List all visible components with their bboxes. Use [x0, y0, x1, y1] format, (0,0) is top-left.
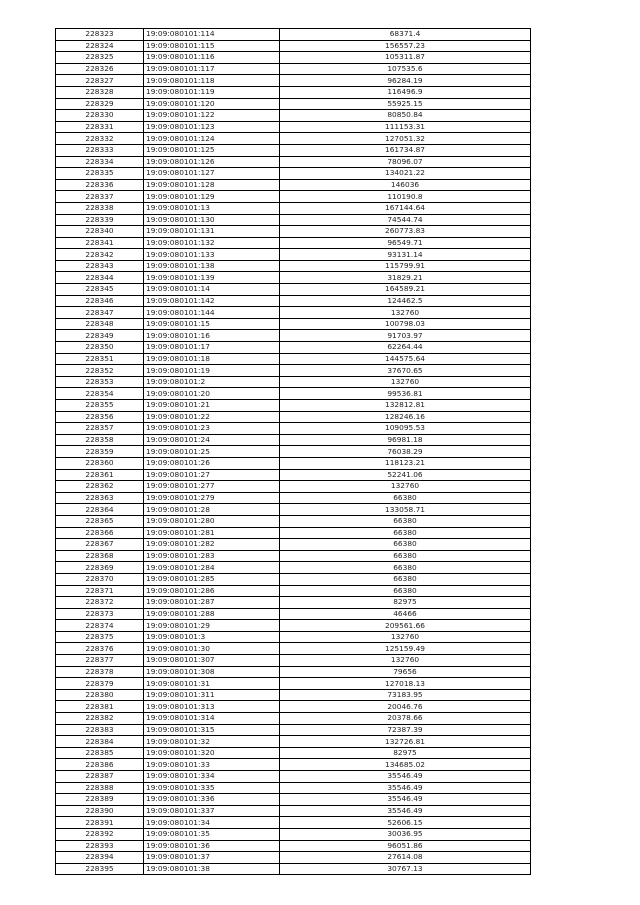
cadastral-number-cell: 19:09:080101:19 — [144, 365, 280, 377]
cadastral-number-cell: 19:09:080101:308 — [144, 666, 280, 678]
cadastral-number-cell: 19:09:080101:14 — [144, 284, 280, 296]
row-number-cell: 228330 — [56, 110, 144, 122]
cadastral-number-cell: 19:09:080101:125 — [144, 144, 280, 156]
cadastral-number-cell: 19:09:080101:35 — [144, 828, 280, 840]
cadastral-number-cell: 19:09:080101:280 — [144, 515, 280, 527]
table-row — [56, 434, 531, 446]
cadastral-value-cell: 27614.08 — [280, 852, 531, 864]
cadastral-value-cell: 31829.21 — [280, 272, 531, 284]
row-number-cell: 228376 — [56, 643, 144, 655]
cadastral-number-cell: 19:09:080101:29 — [144, 620, 280, 632]
table-row — [56, 400, 531, 412]
row-number-cell: 228391 — [56, 817, 144, 829]
row-number-cell: 228335 — [56, 168, 144, 180]
cadastral-value-cell: 66380 — [280, 527, 531, 539]
cadastral-value-cell: 66380 — [280, 562, 531, 574]
row-number-cell: 228371 — [56, 585, 144, 597]
table-row — [56, 840, 531, 852]
row-number-cell: 228364 — [56, 504, 144, 516]
table-row — [56, 144, 531, 156]
cadastral-value-cell: 20046.76 — [280, 701, 531, 713]
row-number-cell: 228340 — [56, 226, 144, 238]
row-number-cell: 228367 — [56, 539, 144, 551]
row-number-cell: 228377 — [56, 655, 144, 667]
table-row — [56, 133, 531, 145]
cadastral-value-cell: 132812.81 — [280, 400, 531, 412]
table-row — [56, 550, 531, 562]
cadastral-value-cell: 118123.21 — [280, 457, 531, 469]
row-number-cell: 228381 — [56, 701, 144, 713]
table-row — [56, 747, 531, 759]
cadastral-number-cell: 19:09:080101:116 — [144, 52, 280, 64]
table-row — [56, 759, 531, 771]
cadastral-number-cell: 19:09:080101:126 — [144, 156, 280, 168]
table-row — [56, 156, 531, 168]
row-number-cell: 228342 — [56, 249, 144, 261]
table-row — [56, 376, 531, 388]
row-number-cell: 228369 — [56, 562, 144, 574]
cadastral-number-cell: 19:09:080101:32 — [144, 736, 280, 748]
table-row — [56, 330, 531, 342]
table-row — [56, 353, 531, 365]
table-row — [56, 655, 531, 667]
cadastral-number-cell: 19:09:080101:279 — [144, 492, 280, 504]
cadastral-number-cell: 19:09:080101:130 — [144, 214, 280, 226]
table-row — [56, 121, 531, 133]
cadastral-value-cell: 55925.15 — [280, 98, 531, 110]
row-number-cell: 228324 — [56, 40, 144, 52]
cadastral-value-cell: 68371.4 — [280, 29, 531, 41]
cadastral-number-cell: 19:09:080101:283 — [144, 550, 280, 562]
table-row — [56, 168, 531, 180]
row-number-cell: 228325 — [56, 52, 144, 64]
table-row — [56, 539, 531, 551]
table-row — [56, 573, 531, 585]
row-number-cell: 228362 — [56, 481, 144, 493]
cadastral-number-cell: 19:09:080101:37 — [144, 852, 280, 864]
row-number-cell: 228395 — [56, 863, 144, 875]
cadastral-value-cell: 132760 — [280, 376, 531, 388]
cadastral-value-cell: 78096.07 — [280, 156, 531, 168]
cadastral-number-cell: 19:09:080101:115 — [144, 40, 280, 52]
cadastral-number-cell: 19:09:080101:33 — [144, 759, 280, 771]
cadastral-number-cell: 19:09:080101:2 — [144, 376, 280, 388]
cadastral-number-cell: 19:09:080101:311 — [144, 689, 280, 701]
table-row — [56, 828, 531, 840]
cadastral-value-cell: 132760 — [280, 631, 531, 643]
row-number-cell: 228334 — [56, 156, 144, 168]
cadastral-value-cell: 96284.19 — [280, 75, 531, 87]
cadastral-value-cell: 107535.6 — [280, 63, 531, 75]
cadastral-number-cell: 19:09:080101:337 — [144, 805, 280, 817]
cadastral-value-cell: 62264.44 — [280, 342, 531, 354]
cadastral-number-cell: 19:09:080101:23 — [144, 423, 280, 435]
cadastral-value-cell: 127051.32 — [280, 133, 531, 145]
table-row — [56, 29, 531, 41]
row-number-cell: 228373 — [56, 608, 144, 620]
row-number-cell: 228339 — [56, 214, 144, 226]
cadastral-number-cell: 19:09:080101:26 — [144, 457, 280, 469]
cadastral-number-cell: 19:09:080101:315 — [144, 724, 280, 736]
cadastral-value-cell: 161734.87 — [280, 144, 531, 156]
cadastral-value-cell: 133058.71 — [280, 504, 531, 516]
table-row — [56, 214, 531, 226]
row-number-cell: 228323 — [56, 29, 144, 41]
table-row — [56, 75, 531, 87]
table-row — [56, 86, 531, 98]
cadastral-value-cell: 66380 — [280, 573, 531, 585]
cadastral-value-cell: 74544.74 — [280, 214, 531, 226]
cadastral-number-cell: 19:09:080101:22 — [144, 411, 280, 423]
cadastral-number-cell: 19:09:080101:25 — [144, 446, 280, 458]
table-row — [56, 631, 531, 643]
cadastral-number-cell: 19:09:080101:120 — [144, 98, 280, 110]
cadastral-number-cell: 19:09:080101:123 — [144, 121, 280, 133]
row-number-cell: 228358 — [56, 434, 144, 446]
cadastral-number-cell: 19:09:080101:114 — [144, 29, 280, 41]
table-row — [56, 179, 531, 191]
cadastral-value-cell: 30036.95 — [280, 828, 531, 840]
cadastral-number-cell: 19:09:080101:34 — [144, 817, 280, 829]
cadastral-number-cell: 19:09:080101:15 — [144, 318, 280, 330]
row-number-cell: 228357 — [56, 423, 144, 435]
table-row — [56, 481, 531, 493]
cadastral-number-cell: 19:09:080101:287 — [144, 597, 280, 609]
cadastral-value-cell: 260773.83 — [280, 226, 531, 238]
cadastral-number-cell: 19:09:080101:31 — [144, 678, 280, 690]
table-row — [56, 226, 531, 238]
table-row — [56, 666, 531, 678]
row-number-cell: 228386 — [56, 759, 144, 771]
cadastral-number-cell: 19:09:080101:335 — [144, 782, 280, 794]
cadastral-value-cell: 125159.49 — [280, 643, 531, 655]
cadastral-value-cell: 96981.18 — [280, 434, 531, 446]
cadastral-value-cell: 132726.81 — [280, 736, 531, 748]
cadastral-number-cell: 19:09:080101:277 — [144, 481, 280, 493]
table-row — [56, 388, 531, 400]
row-number-cell: 228360 — [56, 457, 144, 469]
row-number-cell: 228337 — [56, 191, 144, 203]
cadastral-value-cell: 132760 — [280, 481, 531, 493]
table-row — [56, 110, 531, 122]
cadastral-value-cell: 91703.97 — [280, 330, 531, 342]
cadastral-number-cell: 19:09:080101:38 — [144, 863, 280, 875]
row-number-cell: 228352 — [56, 365, 144, 377]
table-row — [56, 724, 531, 736]
cadastral-number-cell: 19:09:080101:131 — [144, 226, 280, 238]
table-row — [56, 295, 531, 307]
table-row — [56, 272, 531, 284]
table-row — [56, 678, 531, 690]
cadastral-number-cell: 19:09:080101:16 — [144, 330, 280, 342]
cadastral-number-cell: 19:09:080101:286 — [144, 585, 280, 597]
table-row — [56, 260, 531, 272]
cadastral-value-cell: 35546.49 — [280, 782, 531, 794]
table-row — [56, 284, 531, 296]
cadastral-number-cell: 19:09:080101:122 — [144, 110, 280, 122]
table-row — [56, 423, 531, 435]
row-number-cell: 228392 — [56, 828, 144, 840]
cadastral-value-cell: 109095.53 — [280, 423, 531, 435]
cadastral-number-cell: 19:09:080101:36 — [144, 840, 280, 852]
cadastral-value-cell: 115799.91 — [280, 260, 531, 272]
cadastral-value-cell: 105311.87 — [280, 52, 531, 64]
cadastral-value-cell: 66380 — [280, 539, 531, 551]
row-number-cell: 228390 — [56, 805, 144, 817]
cadastral-value-cell: 35546.49 — [280, 771, 531, 783]
row-number-cell: 228344 — [56, 272, 144, 284]
row-number-cell: 228329 — [56, 98, 144, 110]
cadastral-value-cell: 132760 — [280, 307, 531, 319]
row-number-cell: 228338 — [56, 202, 144, 214]
table-row — [56, 98, 531, 110]
row-number-cell: 228359 — [56, 446, 144, 458]
row-number-cell: 228355 — [56, 400, 144, 412]
table-row — [56, 40, 531, 52]
table-row — [56, 689, 531, 701]
row-number-cell: 228354 — [56, 388, 144, 400]
cadastral-value-cell: 35546.49 — [280, 805, 531, 817]
row-number-cell: 228368 — [56, 550, 144, 562]
row-number-cell: 228393 — [56, 840, 144, 852]
row-number-cell: 228372 — [56, 597, 144, 609]
cadastral-value-cell: 99536.81 — [280, 388, 531, 400]
table-row — [56, 446, 531, 458]
table-row — [56, 771, 531, 783]
cadastral-value-cell: 127018.13 — [280, 678, 531, 690]
cadastral-number-cell: 19:09:080101:28 — [144, 504, 280, 516]
cadastral-value-cell: 66380 — [280, 492, 531, 504]
table-row — [56, 643, 531, 655]
row-number-cell: 228327 — [56, 75, 144, 87]
row-number-cell: 228333 — [56, 144, 144, 156]
row-number-cell: 228388 — [56, 782, 144, 794]
row-number-cell: 228383 — [56, 724, 144, 736]
cadastral-number-cell: 19:09:080101:127 — [144, 168, 280, 180]
cadastral-number-cell: 19:09:080101:314 — [144, 713, 280, 725]
cadastral-number-cell: 19:09:080101:13 — [144, 202, 280, 214]
cadastral-value-cell: 116496.9 — [280, 86, 531, 98]
cadastral-value-cell: 110190.8 — [280, 191, 531, 203]
cadastral-value-cell: 52606.15 — [280, 817, 531, 829]
cadastral-value-cell: 111153.31 — [280, 121, 531, 133]
cadastral-value-cell: 96051.86 — [280, 840, 531, 852]
cadastral-number-cell: 19:09:080101:313 — [144, 701, 280, 713]
cadastral-number-cell: 19:09:080101:138 — [144, 260, 280, 272]
row-number-cell: 228328 — [56, 86, 144, 98]
cadastral-number-cell: 19:09:080101:3 — [144, 631, 280, 643]
row-number-cell: 228365 — [56, 515, 144, 527]
cadastral-number-cell: 19:09:080101:334 — [144, 771, 280, 783]
cadastral-number-cell: 19:09:080101:30 — [144, 643, 280, 655]
table-row — [56, 492, 531, 504]
table-row — [56, 585, 531, 597]
cadastral-number-cell: 19:09:080101:288 — [144, 608, 280, 620]
cadastral-value-cell: 52241.06 — [280, 469, 531, 481]
cadastral-value-cell: 30767.13 — [280, 863, 531, 875]
cadastral-value-cell: 144575.64 — [280, 353, 531, 365]
row-number-cell: 228387 — [56, 771, 144, 783]
table-row — [56, 620, 531, 632]
cadastral-number-cell: 19:09:080101:17 — [144, 342, 280, 354]
row-number-cell: 228378 — [56, 666, 144, 678]
cadastral-number-cell: 19:09:080101:20 — [144, 388, 280, 400]
table-row — [56, 52, 531, 64]
row-number-cell: 228375 — [56, 631, 144, 643]
cadastral-value-cell: 146036 — [280, 179, 531, 191]
row-number-cell: 228331 — [56, 121, 144, 133]
row-number-cell: 228385 — [56, 747, 144, 759]
cadastral-value-cell: 46466 — [280, 608, 531, 620]
row-number-cell: 228384 — [56, 736, 144, 748]
cadastral-number-cell: 19:09:080101:142 — [144, 295, 280, 307]
cadastral-value-cell: 80850.84 — [280, 110, 531, 122]
cadastral-number-cell: 19:09:080101:128 — [144, 179, 280, 191]
cadastral-value-cell: 209561.66 — [280, 620, 531, 632]
row-number-cell: 228336 — [56, 179, 144, 191]
cadastral-number-cell: 19:09:080101:124 — [144, 133, 280, 145]
row-number-cell: 228370 — [56, 573, 144, 585]
cadastral-number-cell: 19:09:080101:144 — [144, 307, 280, 319]
table-row — [56, 342, 531, 354]
row-number-cell: 228349 — [56, 330, 144, 342]
cadastral-number-cell: 19:09:080101:24 — [144, 434, 280, 446]
row-number-cell: 228326 — [56, 63, 144, 75]
cadastral-number-cell: 19:09:080101:307 — [144, 655, 280, 667]
row-number-cell: 228361 — [56, 469, 144, 481]
cadastral-value-cell: 66380 — [280, 585, 531, 597]
table-row — [56, 457, 531, 469]
table-body — [56, 29, 531, 875]
table-row — [56, 469, 531, 481]
table-row — [56, 202, 531, 214]
cadastral-value-table — [55, 28, 531, 875]
cadastral-value-cell: 79656 — [280, 666, 531, 678]
row-number-cell: 228382 — [56, 713, 144, 725]
row-number-cell: 228351 — [56, 353, 144, 365]
cadastral-number-cell: 19:09:080101:320 — [144, 747, 280, 759]
table-row — [56, 794, 531, 806]
cadastral-number-cell: 19:09:080101:132 — [144, 237, 280, 249]
cadastral-value-cell: 35546.49 — [280, 794, 531, 806]
row-number-cell: 228348 — [56, 318, 144, 330]
table-row — [56, 63, 531, 75]
table-row — [56, 249, 531, 261]
cadastral-value-cell: 73183.95 — [280, 689, 531, 701]
cadastral-number-cell: 19:09:080101:118 — [144, 75, 280, 87]
row-number-cell: 228346 — [56, 295, 144, 307]
row-number-cell: 228363 — [56, 492, 144, 504]
cadastral-value-cell: 124462.5 — [280, 295, 531, 307]
cadastral-number-cell: 19:09:080101:281 — [144, 527, 280, 539]
row-number-cell: 228374 — [56, 620, 144, 632]
cadastral-value-cell: 72387.39 — [280, 724, 531, 736]
cadastral-value-cell: 132760 — [280, 655, 531, 667]
table-row — [56, 852, 531, 864]
table-row — [56, 515, 531, 527]
table-row — [56, 307, 531, 319]
table-row — [56, 782, 531, 794]
row-number-cell: 228350 — [56, 342, 144, 354]
cadastral-value-cell: 96549.71 — [280, 237, 531, 249]
row-number-cell: 228356 — [56, 411, 144, 423]
cadastral-number-cell: 19:09:080101:119 — [144, 86, 280, 98]
cadastral-value-cell: 134021.22 — [280, 168, 531, 180]
cadastral-value-cell: 37670.65 — [280, 365, 531, 377]
table-row — [56, 817, 531, 829]
table-row — [56, 191, 531, 203]
cadastral-number-cell: 19:09:080101:284 — [144, 562, 280, 574]
table-row — [56, 736, 531, 748]
cadastral-number-cell: 19:09:080101:18 — [144, 353, 280, 365]
row-number-cell: 228341 — [56, 237, 144, 249]
table-row — [56, 608, 531, 620]
cadastral-value-cell: 66380 — [280, 550, 531, 562]
row-number-cell: 228394 — [56, 852, 144, 864]
table-row — [56, 318, 531, 330]
table-row — [56, 562, 531, 574]
table-row — [56, 237, 531, 249]
cadastral-value-cell: 164589.21 — [280, 284, 531, 296]
row-number-cell: 228345 — [56, 284, 144, 296]
cadastral-value-cell: 156557.23 — [280, 40, 531, 52]
cadastral-number-cell: 19:09:080101:133 — [144, 249, 280, 261]
cadastral-number-cell: 19:09:080101:129 — [144, 191, 280, 203]
table-row — [56, 504, 531, 516]
cadastral-value-cell: 76038.29 — [280, 446, 531, 458]
row-number-cell: 228343 — [56, 260, 144, 272]
table-row — [56, 365, 531, 377]
table-row — [56, 713, 531, 725]
row-number-cell: 228379 — [56, 678, 144, 690]
table-row — [56, 527, 531, 539]
table-row — [56, 805, 531, 817]
row-number-cell: 228389 — [56, 794, 144, 806]
cadastral-number-cell: 19:09:080101:282 — [144, 539, 280, 551]
cadastral-value-cell: 66380 — [280, 515, 531, 527]
cadastral-value-cell: 167144.64 — [280, 202, 531, 214]
cadastral-value-cell: 82975 — [280, 747, 531, 759]
row-number-cell: 228366 — [56, 527, 144, 539]
row-number-cell: 228380 — [56, 689, 144, 701]
table-row — [56, 411, 531, 423]
cadastral-number-cell: 19:09:080101:139 — [144, 272, 280, 284]
table-row — [56, 701, 531, 713]
cadastral-number-cell: 19:09:080101:336 — [144, 794, 280, 806]
cadastral-number-cell: 19:09:080101:21 — [144, 400, 280, 412]
cadastral-number-cell: 19:09:080101:27 — [144, 469, 280, 481]
cadastral-number-cell: 19:09:080101:285 — [144, 573, 280, 585]
cadastral-value-cell: 100798.03 — [280, 318, 531, 330]
row-number-cell: 228347 — [56, 307, 144, 319]
table-row — [56, 597, 531, 609]
cadastral-value-cell: 20378.66 — [280, 713, 531, 725]
row-number-cell: 228332 — [56, 133, 144, 145]
table-row — [56, 863, 531, 875]
cadastral-value-cell: 82975 — [280, 597, 531, 609]
cadastral-value-cell: 134685.02 — [280, 759, 531, 771]
row-number-cell: 228353 — [56, 376, 144, 388]
cadastral-value-cell: 128246.16 — [280, 411, 531, 423]
cadastral-value-cell: 93131.14 — [280, 249, 531, 261]
cadastral-number-cell: 19:09:080101:117 — [144, 63, 280, 75]
